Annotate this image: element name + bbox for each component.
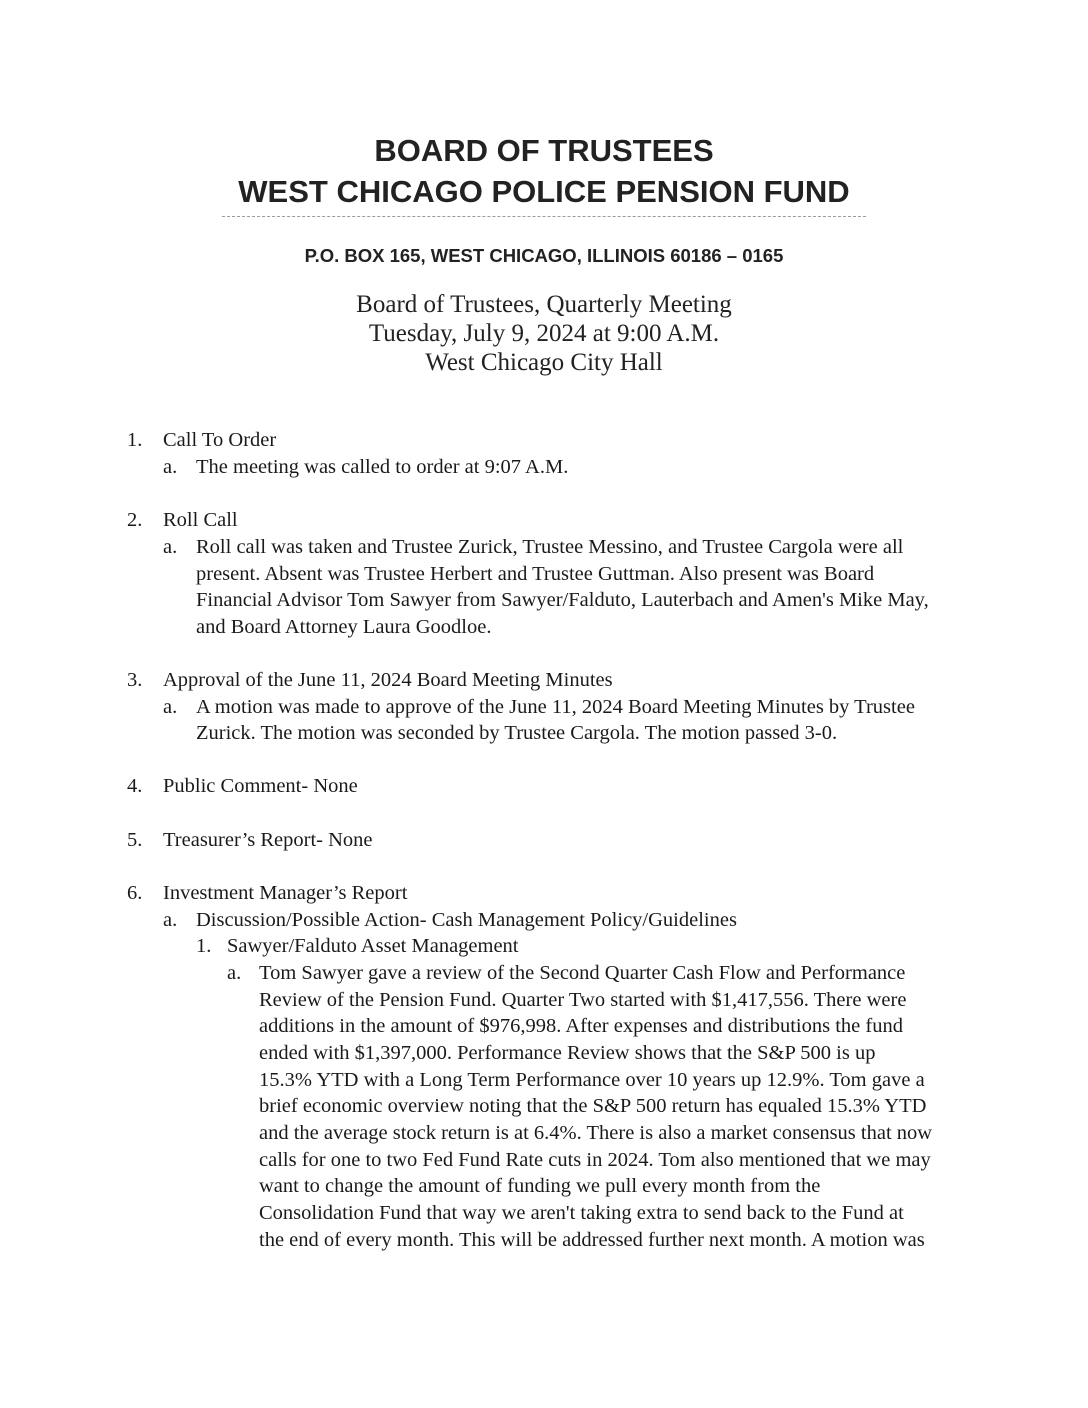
detail-text-line: ended with $1,397,000. Performance Review shows that the S&P 500 is up bbox=[259, 1042, 876, 1064]
detail-text-line: the end of every month. This will be addressed further next month. A motion was bbox=[259, 1229, 925, 1251]
item-title: Approval of the June 11, 2024 Board Meeting Minutes bbox=[163, 669, 613, 691]
item-number: 3. bbox=[127, 669, 143, 691]
sub-text-line: and Board Attorney Laura Goodloe. bbox=[196, 616, 492, 638]
sub-text-line: A motion was made to approve of the June 11, 2024 Board Meeting Minutes by Trustee bbox=[196, 696, 915, 718]
board-title: BOARD OF TRUSTEES bbox=[374, 133, 714, 168]
meeting-location: West Chicago City Hall bbox=[425, 349, 663, 376]
header-divider bbox=[222, 216, 866, 217]
item-number: 2. bbox=[127, 509, 143, 531]
detail-text-line: Tom Sawyer gave a review of the Second Quarter Cash Flow and Performance bbox=[259, 962, 906, 984]
sub-text-line: The meeting was called to order at 9:07 A.M. bbox=[196, 456, 569, 478]
subsub-number: 1. bbox=[196, 935, 212, 957]
item-number: 4. bbox=[127, 775, 143, 797]
detail-text-line: brief economic overview noting that the S&P 500 return has equaled 15.3% YTD bbox=[259, 1095, 927, 1117]
item-number: 1. bbox=[127, 429, 143, 451]
sub-text-line: Discussion/Possible Action- Cash Management Policy/Guidelines bbox=[196, 909, 737, 931]
sub-letter: a. bbox=[163, 696, 178, 718]
item-number: 6. bbox=[127, 882, 143, 904]
detail-text-line: want to change the amount of funding we pull every month from the bbox=[259, 1175, 821, 1197]
fund-title: WEST CHICAGO POLICE PENSION FUND bbox=[238, 174, 850, 209]
detail-text-line: and the average stock return is at 6.4%. There is also a market consensus that now bbox=[259, 1122, 933, 1144]
sub-text-line: Financial Advisor Tom Sawyer from Sawyer/Falduto, Lauterbach and Amen's Mike May, bbox=[196, 589, 929, 611]
detail-text-line: Consolidation Fund that way we aren't taking extra to send back to the Fund at bbox=[259, 1202, 904, 1224]
sub-letter: a. bbox=[163, 909, 178, 931]
detail-text-line: calls for one to two Fed Fund Rate cuts in 2024. Tom also mentioned that we may bbox=[259, 1149, 931, 1171]
item-title: Treasurer’s Report- None bbox=[163, 829, 373, 851]
item-title: Public Comment- None bbox=[163, 775, 358, 797]
address-line: P.O. BOX 165, WEST CHICAGO, ILLINOIS 60186 – 0165 bbox=[304, 245, 784, 266]
sub-text-line: Roll call was taken and Trustee Zurick, Trustee Messino, and Trustee Cargola were all bbox=[196, 536, 904, 558]
detail-letter: a. bbox=[227, 962, 242, 984]
detail-text-line: 15.3% YTD with a Long Term Performance over 10 years up 12.9%. Tom gave a bbox=[259, 1069, 925, 1091]
sub-letter: a. bbox=[163, 536, 178, 558]
meeting-date: Tuesday, July 9, 2024 at 9:00 A.M. bbox=[368, 320, 720, 347]
sub-letter: a. bbox=[163, 456, 178, 478]
detail-text-line: Review of the Pension Fund. Quarter Two started with $1,417,556. There were bbox=[259, 989, 907, 1011]
item-number: 5. bbox=[127, 829, 143, 851]
sub-text-line: present. Absent was Trustee Herbert and Trustee Guttman. Also present was Board bbox=[196, 563, 875, 585]
subsub-title: Sawyer/Falduto Asset Management bbox=[227, 935, 519, 957]
detail-text-line: additions in the amount of $976,998. After expenses and distributions the fund bbox=[259, 1015, 903, 1037]
item-title: Investment Manager’s Report bbox=[163, 882, 408, 904]
sub-text-line: Zurick. The motion was seconded by Trustee Cargola. The motion passed 3-0. bbox=[196, 722, 838, 744]
item-title: Call To Order bbox=[163, 429, 277, 451]
item-title: Roll Call bbox=[163, 509, 238, 531]
meeting-type: Board of Trustees, Quarterly Meeting bbox=[356, 291, 732, 318]
